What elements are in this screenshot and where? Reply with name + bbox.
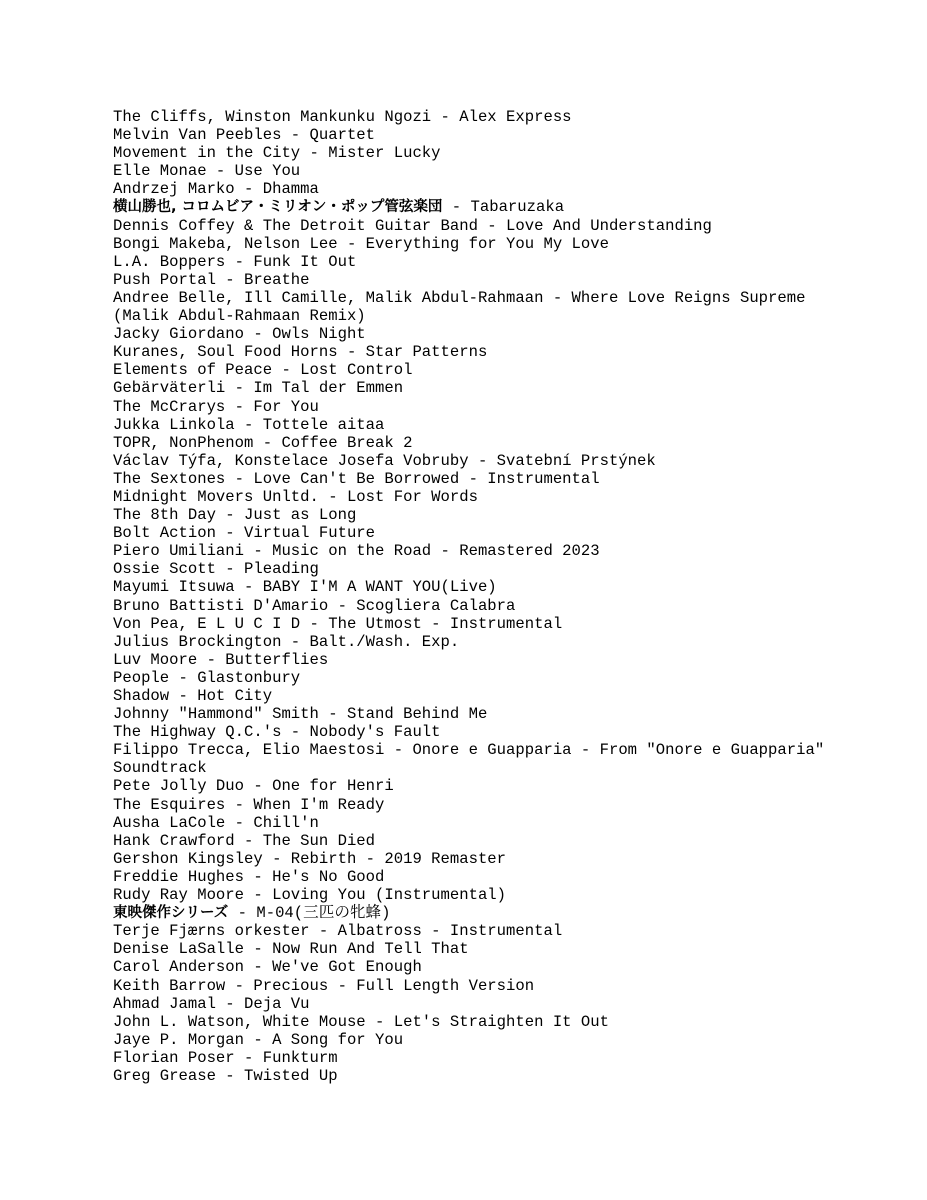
track-line: Movement in the City - Mister Lucky: [113, 144, 441, 163]
track-line: Mayumi Itsuwa - BABY I'M A WANT YOU(Live): [113, 578, 497, 597]
track-line: Jaye P. Morgan - A Song for You: [113, 1030, 404, 1049]
track-line: Freddie Hughes - He's No Good: [113, 867, 385, 886]
track-line: L.A. Boppers - Funk It Out: [113, 252, 357, 271]
track-line: Rudy Ray Moore - Loving You (Instrumental): [113, 886, 507, 905]
track-line: Filippo Trecca, Elio Maestosi - Onore e Guapparia - From "Onore e Guapparia" Soundtrack: [113, 741, 834, 778]
track-line: Terje Fjærns orkester - Albatross - Instrumental: [113, 922, 563, 941]
track-line: Denise LaSalle - Now Run And Tell That: [113, 940, 469, 959]
track-line: Hank Crawford - The Sun Died: [113, 831, 376, 850]
track-line: Greg Grease - Twisted Up: [113, 1066, 338, 1085]
track-line: Pete Jolly Duo - One for Henri: [113, 777, 394, 796]
track-artist-cjk: 横山勝也, コロムビア・ミリオン・ポップ管弦楽団: [113, 199, 443, 216]
track-line: The Cliffs, Winston Mankunku Ngozi - Alex Express: [113, 108, 572, 126]
track-line: Luv Moore - Butterflies: [113, 650, 329, 669]
track-artist-cjk: 東映傑作シリーズ: [113, 905, 229, 922]
track-line: Ahmad Jamal - Deja Vu: [113, 994, 310, 1013]
track-line: Bolt Action - Virtual Future: [113, 524, 376, 543]
track-line: Keith Barrow - Precious - Full Length Version: [113, 976, 535, 995]
track-line: Kuranes, Soul Food Horns - Star Patterns: [113, 343, 488, 362]
track-line: Jacky Giordano - Owls Night: [113, 325, 366, 344]
track-title: - M-04(三匹の牝蜂): [228, 904, 391, 923]
track-line: Elements of Peace - Lost Control: [113, 361, 413, 380]
track-line: Dennis Coffey & The Detroit Guitar Band - Love And Understanding: [113, 216, 712, 235]
track-line: Piero Umiliani - Music on the Road - Remastered 2023: [113, 542, 600, 561]
track-line: Midnight Movers Unltd. - Lost For Words: [113, 487, 478, 506]
track-line: Elle Monae - Use You: [113, 162, 301, 181]
track-title: - Tabaruzaka: [442, 198, 565, 217]
track-line: The Esquires - When I'm Ready: [113, 795, 385, 814]
track-line: Melvin Van Peebles - Quartet: [113, 126, 376, 145]
track-line: The McCrarys - For You: [113, 397, 319, 416]
track-line: Shadow - Hot City: [113, 687, 273, 705]
track-line: Von Pea, E L U C I D - The Utmost - Instrumental: [113, 614, 563, 633]
track-line: Gershon Kingsley - Rebirth - 2019 Remaster: [113, 849, 507, 868]
track-line: TOPR, NonPhenom - Coffee Break 2: [113, 433, 413, 452]
track-line: [113, 198, 833, 216]
track-line: Jukka Linkola - Tottele aitaa: [113, 415, 385, 434]
track-line: Ossie Scott - Pleading: [113, 560, 319, 579]
track-line: Carol Anderson - We've Got Enough: [113, 958, 422, 977]
track-line: The 8th Day - Just as Long: [113, 506, 357, 525]
track-line: Andrzej Marko - Dhamma: [113, 180, 319, 199]
track-line: Gebärväterli - Im Tal der Emmen: [113, 379, 404, 398]
track-line: The Sextones - Love Can't Be Borrowed - Instrumental: [113, 469, 600, 488]
track-line: [113, 904, 833, 922]
track-line: People - Glastonbury: [113, 668, 301, 687]
track-line: Václav Týfa, Konstelace Josefa Vobruby - Svatební Prstýnek: [113, 451, 656, 470]
track-line: Bongi Makeba, Nelson Lee - Everything for You My Love: [113, 234, 609, 253]
track-line: The Highway Q.C.'s - Nobody's Fault: [113, 723, 441, 742]
track-list: [113, 108, 833, 1085]
track-line: Ausha LaCole - Chill'n: [113, 813, 319, 832]
track-line: Florian Poser - Funkturm: [113, 1048, 338, 1067]
track-line: John L. Watson, White Mouse - Let's Straighten It Out: [113, 1012, 609, 1031]
track-line: Andree Belle, Ill Camille, Malik Abdul-Rahmaan - Where Love Reigns Supreme (Malik Abdul-Rahmaan Remix): [113, 288, 815, 326]
track-line: Johnny "Hammond" Smith - Stand Behind Me: [113, 705, 488, 724]
track-line: Julius Brockington - Balt./Wash. Exp.: [113, 632, 460, 651]
track-line: Bruno Battisti D'Amario - Scogliera Calabra: [113, 596, 516, 615]
track-line: Push Portal - Breathe: [113, 270, 310, 289]
